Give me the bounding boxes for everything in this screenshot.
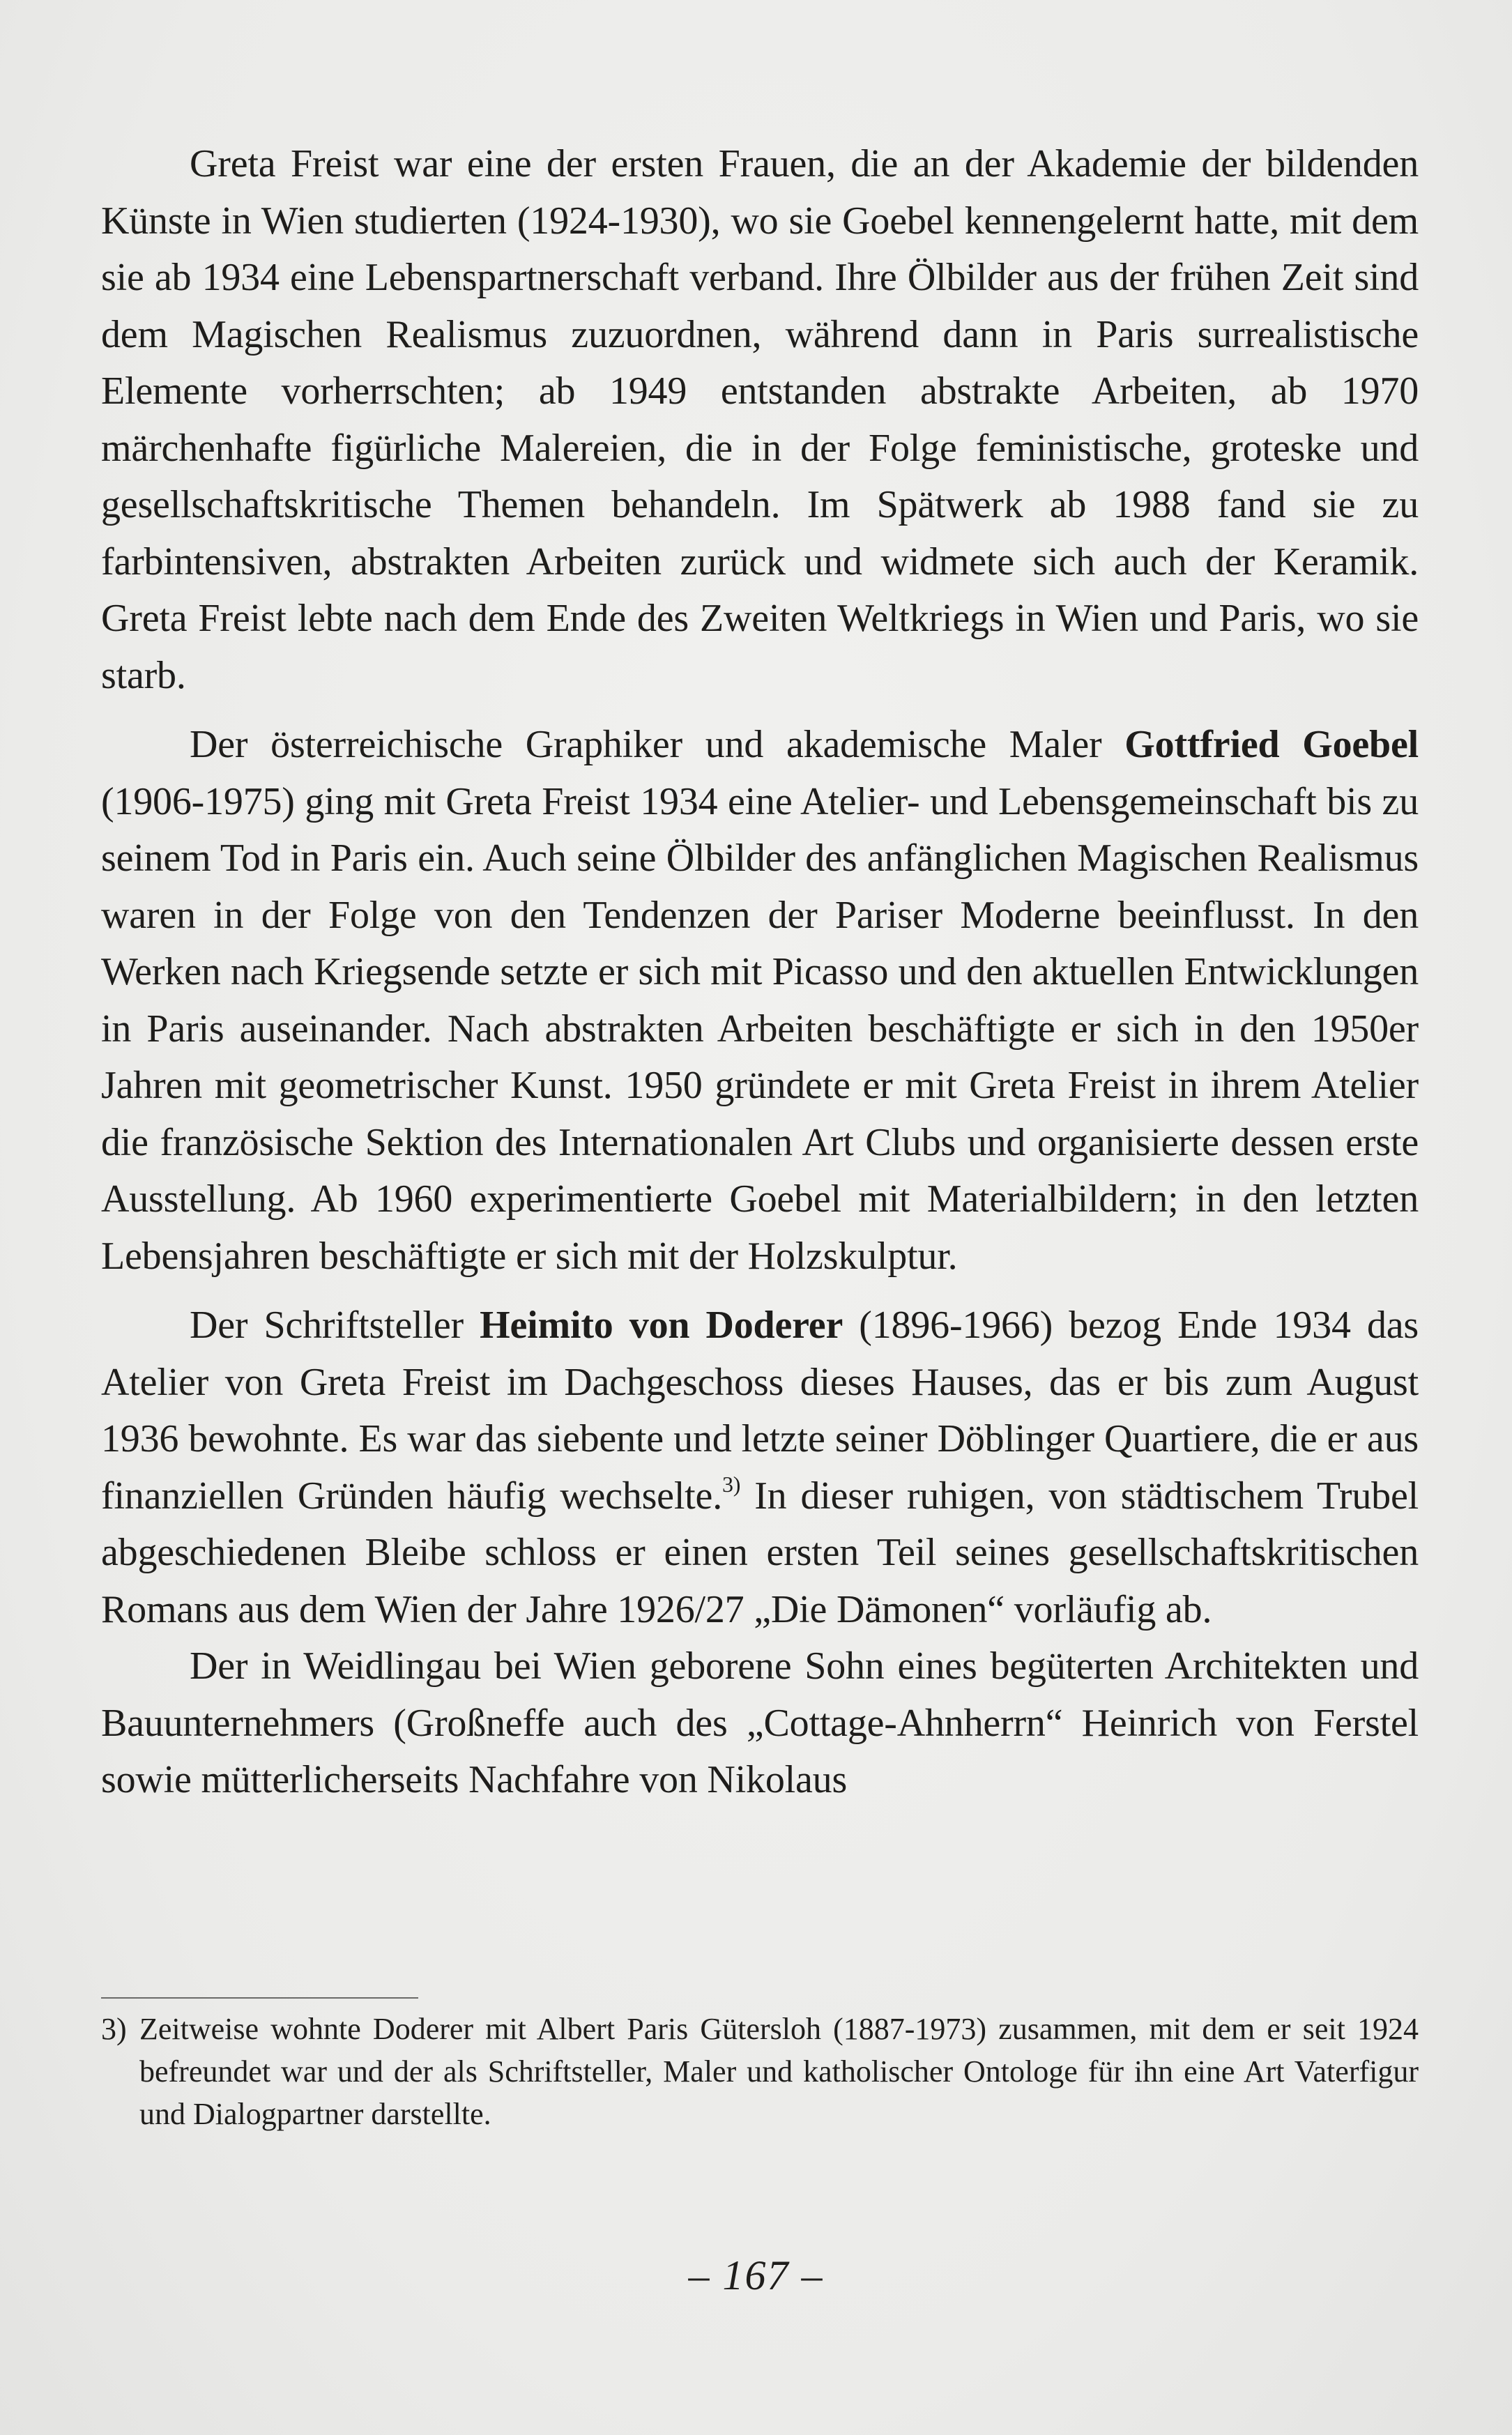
footnote-text: Zeitweise wohnte Doderer mit Albert Paris Gütersloh (1887-1973) zusammen, mit dem er seit 1924 befreundet war und der als Schriftsteller, Maler und katholischer Ontologe für ihn eine Art Vaterfigur und Dialogpartner darstellte. [139, 2012, 1419, 2131]
person-name: Heimito von Doderer [480, 1304, 843, 1347]
text-segment: In dieser ruhigen, von städtischem Trubel abgeschiedenen Bleibe schloss er einen ersten Teil seines gesellschaftskritischen Romans aus dem Wien der Jahre 1926/27 „Die Dämonen“ vorläufig ab. [101, 1474, 1419, 1631]
footnote-reference: 3) [722, 1471, 741, 1497]
text-segment: (1906-1975) ging mit Greta Freist 1934 eine Atelier- und Lebensgemeinschaft bis zu seinem Tod in Paris ein. Auch seine Ölbilder des anfänglichen Magischen Realismus waren in der Folge von den Tendenzen der Pariser Moderne beeinflusst. In den Werken nach Kriegsende setzte er sich mit Picasso und den aktuellen Entwicklungen in Paris auseinander. Nach abstrakten Arbeiten beschäftigte er sich in den 1950er Jahren mit geometrischer Kunst. 1950 gründete er mit Greta Freist in ihrem Atelier die französische Sektion des Internationalen Art Clubs und organisierte dessen erste Ausstellung. Ab 1960 experimentierte Goebel mit Materialbildern; in den letzten Lebensjahren beschäftigte er sich mit der Holzskulptur. [101, 779, 1419, 1278]
paragraph-greta-freist [101, 136, 1419, 704]
page-number: – 167 – [688, 2252, 824, 2298]
paragraph-doderer-origins [101, 1638, 1419, 1809]
text-segment: Der Schriftsteller [190, 1304, 480, 1347]
text-segment: Der österreichische Graphiker und akademische Maler [190, 723, 1125, 766]
body-text [101, 136, 1419, 1809]
footnote-number: 3) [101, 2012, 127, 2046]
paragraph-heimito-von-doderer [101, 1297, 1419, 1638]
text-segment: Der in Weidlingau bei Wien geborene Sohn eines begüterten Architekten und Bauunternehmers (Großneffe auch des „Cottage-Ahnherrn“ Heinrich von Ferstel sowie mütterlicherseits Nachfahre von Nikolaus [101, 1644, 1419, 1801]
footnote [101, 2008, 1419, 2135]
text-segment: Greta Freist war eine der ersten Frauen, die an der Akademie der bildenden Künste in Wien studierten (1924-1930), wo sie Goebel kennengelernt hatte, mit dem sie ab 1934 eine Lebenspartnerschaft verband. Ihre Ölbilder aus der frühen Zeit sind dem Magischen Realismus zuzuordnen, während dann in Paris surrealistische Elemente vorherrschten; ab 1949 entstanden abstrakte Arbeiten, ab 1970 märchenhafte figürliche Malereien, die in der Folge feministische, groteske und gesellschaftskritische Themen behandeln. Im Spätwerk ab 1988 fand sie zu farbintensiven, abstrakten Arbeiten zurück und widmete sich auch der Keramik. Greta Freist lebte nach dem Ende des Zweiten Weltkriegs in Wien und Paris, wo sie starb. [101, 142, 1419, 697]
text-segment: (1896-1966) bezog Ende 1934 das Atelier von Greta Freist im Dachgeschoss dieses Hauses, das er bis zum August 1936 bewohnte. Es war das siebente und letzte seiner Döblinger Quartiere, die er aus finanziellen Gründen häufig wechselte. [101, 1304, 1419, 1518]
footnote-divider [101, 1997, 418, 1999]
paragraph-gottfried-goebel [101, 717, 1419, 1285]
person-name: Gottfried Goebel [1124, 723, 1419, 766]
